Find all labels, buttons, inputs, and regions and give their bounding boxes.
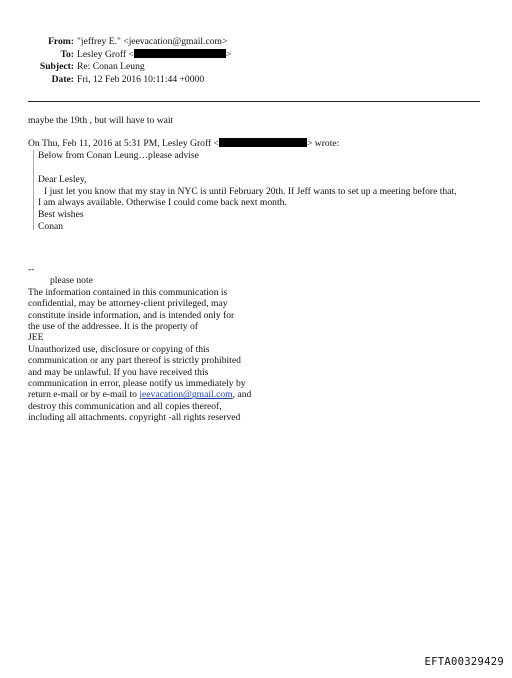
subject-value: Re: Conan Leung [77, 61, 145, 72]
from-value: "jeffrey E." <jeevacation@gmail.com> [77, 36, 228, 47]
header-divider [28, 101, 480, 102]
subject-row [0, 61, 512, 74]
redaction-box [134, 49, 226, 58]
date-value: Fri, 12 Feb 2016 10:11:44 +0000 [77, 73, 205, 85]
disclaimer-line: constitute inside information, and is intended only for [28, 309, 235, 321]
disclaimer-line: including all attachments. copyright -all rights reserved [28, 412, 241, 424]
quoted-intro-end: > wrote: [306, 138, 340, 149]
disclaimer-line: Unauthorized use, disclosure or copying of this [28, 343, 210, 355]
disclaimer-line: communication or any part thereof is strictly prohibited [28, 355, 241, 367]
disclaimer-line: destroy this communication and all copies thereof, [28, 400, 222, 412]
to-label: To: [60, 48, 74, 60]
from-row [0, 36, 512, 49]
email-header [0, 36, 512, 86]
email-link[interactable]: jeevacation@gmail.com [139, 389, 233, 401]
quoted-intro-text: On Thu, Feb 11, 2016 at 5:31 PM, Lesley Groff < [28, 138, 219, 149]
date-row [0, 74, 512, 87]
quoted-line: Best wishes [38, 209, 84, 221]
reply-text: maybe the 19th , but will have to wait [28, 115, 174, 126]
quoted-intro [28, 138, 339, 150]
disclaimer-line: the use of the addressee. It is the property of [28, 321, 198, 333]
to-row [0, 49, 512, 62]
subject-label: Subject: [39, 61, 74, 72]
quoted-message [33, 150, 498, 230]
document-id: EFTA00329429 [424, 656, 504, 668]
quoted-greeting: Dear Lesley, [38, 173, 87, 185]
signature-block [28, 264, 251, 424]
signature-dashes: -- [28, 264, 35, 275]
quoted-line: Conan [38, 220, 64, 232]
date-label: Date: [51, 73, 74, 85]
redaction-box [219, 138, 307, 147]
disclaimer-line: and may be unlawful. If you have received this [28, 366, 209, 378]
disclaimer-line: JEE [28, 332, 44, 344]
disclaimer-line: The information contained in this communication is [28, 286, 228, 298]
disclaimer-line: confidential, may be attorney-client privileged, may [28, 298, 228, 310]
quoted-line: Below from Conan Leung…please advise [38, 150, 199, 161]
from-label: From: [48, 36, 74, 47]
disclaimer-line: communication in error, please notify us immediately by [28, 378, 246, 390]
quoted-line: I just let you know that my stay in NYC is until February 20th. If Jeff wants to set up a meeting before that, [44, 185, 457, 197]
please-note: please note [50, 275, 93, 287]
disclaimer-line: return e-mail or by e-mail to jeevacation@gmail.com, and [28, 389, 252, 401]
to-value: Lesley Groff < [77, 48, 134, 60]
to-value-end: > [225, 48, 232, 60]
quoted-line: I am always available. Otherwise I could come back next month. [38, 197, 287, 209]
